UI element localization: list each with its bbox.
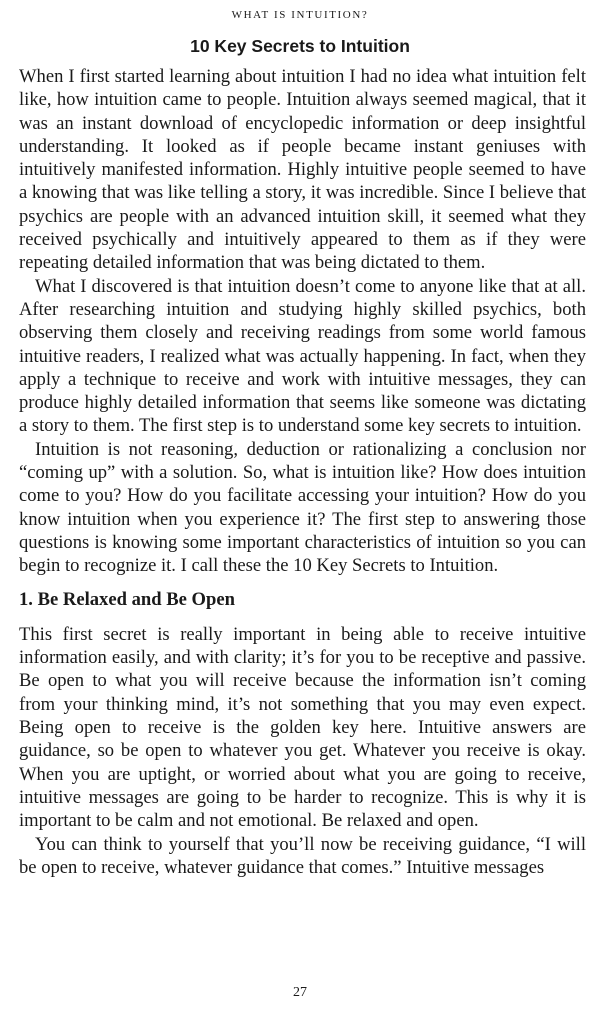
section-paragraph-2: You can think to yourself that you’ll now be receiving guidance, “I will be open to receive, whatever guidance that comes.” Intuitive messages [19,833,586,878]
running-head: WHAT IS INTUITION? [231,9,369,21]
paragraph-2: What I discovered is that intuition doesn’t come to anyone like that at all. After researching intuition and studying highly skilled psychics, both observing them closely and receiving readings from some world famous intuitive readers, I realized what was actually happening. In fact, when they apply a technique to receive and work with intuitive messages, they can produce highly detailed information that seems like someone was dictating a story to them. The first step is to understand some key secrets to intuition. [19,275,586,437]
paragraph-1: When I first started learning about intuition I had no idea what intuition felt like, how intuition came to people. Intuition always seemed magical, that it was an instant download of encyclopedic information or deep insightful understanding. It looked as if people became instant geniuses with intuitively manifested information. Highly intuitive people seemed to have a knowing that was like telling a story, it was incredible. Since I believe that psychics are people with an advanced intuition skill, it seemed what they received psychically and intuitively appeared to them as if they were repeating detailed information that was being dictated to them. [19,66,586,274]
page-number: 27 [293,985,307,1000]
section-paragraph-1: This first secret is really important in being able to receive intuitive information easily, and with clarity; it’s for you to be receptive and passive. Be open to what you will receive because the information isn’t coming from your thinking mind, it’s not something that you may even expect. Being open to receive is the golden key here. Intuitive answers are guidance, so be open to whatever you get. Whatever you receive is okay. When you are uptight, or worried about what you are going to receive, intuitive messages are going to be harder to recognize. This is why it is important to be calm and not emotional. Be relaxed and open. [19,623,586,832]
chapter-title: 10 Key Secrets to Intuition [190,36,410,56]
paragraph-3: Intuition is not reasoning, deduction or rationalizing a conclusion nor “coming up” with a solution. So, what is intuition like? How does intuition come to you? How do you facilitate accessing your intuition? How do you know intuition when you experience it? The first step to answering those questions is knowing some important characteristics of intuition so you can begin to recognize it. I call these the 10 Key Secrets to Intuition. [19,438,586,577]
section-heading: 1. Be Relaxed and Be Open [19,588,235,610]
body-text [19,65,586,879]
